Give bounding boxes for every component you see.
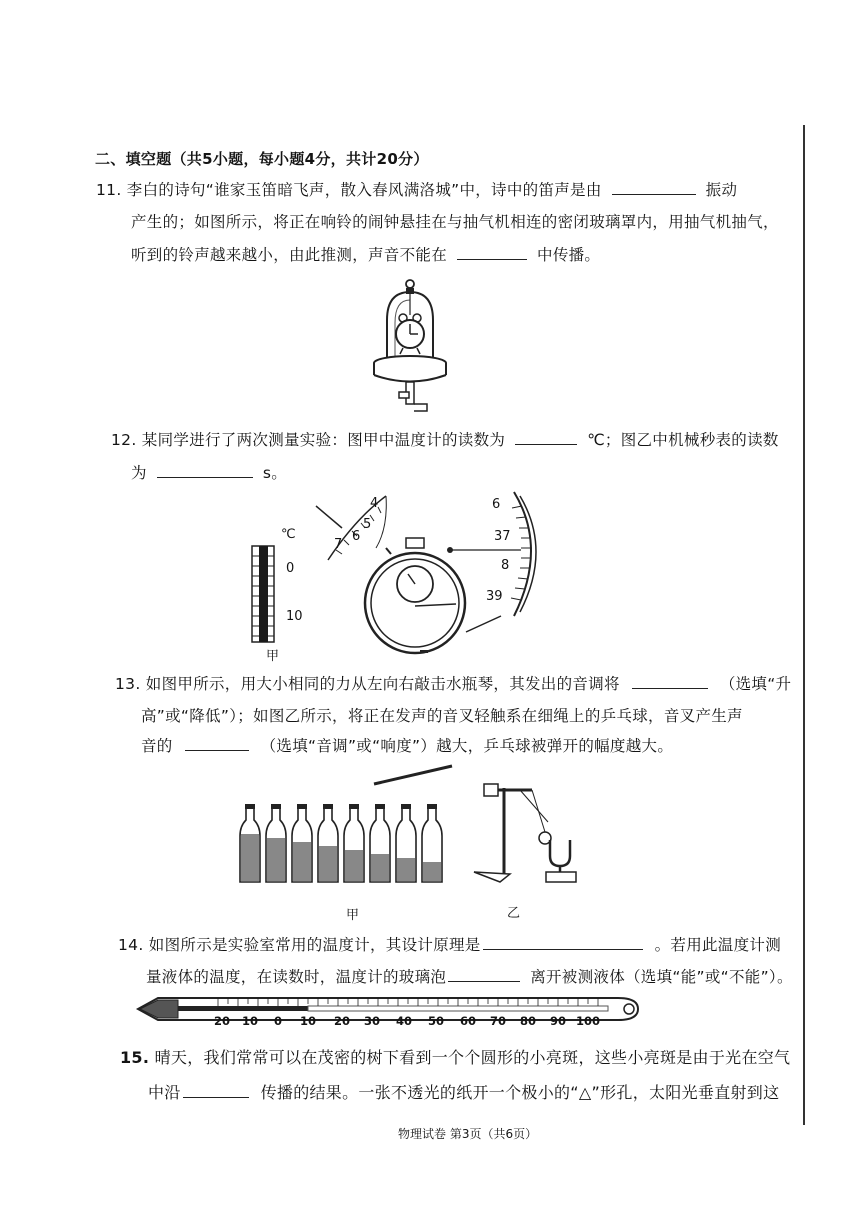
q13-number: 13. xyxy=(115,675,141,693)
minute-tick-6: 6 xyxy=(352,529,361,544)
q13-line-1: 13. 如图甲所示，用大小相同的力从左向右敲击水瓶琴，其发出的音调将 （选填“升 xyxy=(115,675,792,693)
minute-tick-4: 4 xyxy=(370,496,379,511)
bell-jar-figure xyxy=(365,278,475,423)
q13-blank-1[interactable] xyxy=(632,674,708,689)
minute-tick-5: 5 xyxy=(363,517,372,532)
thermometer-unit: ℃ xyxy=(281,527,296,542)
q11-line-3: 听到的铃声越来越小，由此推测，声音不能在 中传播。 xyxy=(131,246,601,264)
q14-blank-1[interactable] xyxy=(483,935,643,950)
section-title: 二、填空题（共5小题，每小题4分，共计20分） xyxy=(95,150,429,168)
page-footer: 物理试卷 第3页（共6页） xyxy=(398,1127,538,1141)
q12-blank-2[interactable] xyxy=(157,463,253,478)
stopwatch-figure xyxy=(316,488,546,658)
tuning-fork-figure xyxy=(470,778,590,890)
q11-line-2: 产生的；如图所示，将正在响铃的闹钟悬挂在与抽气机相连的密闭玻璃罩内，用抽气机抽气， xyxy=(131,213,779,231)
second-tick-6: 6 xyxy=(492,497,501,512)
q14-blank-2[interactable] xyxy=(448,967,520,982)
q13-line-3: 音的 （选填“音调”或“响度”）越大，乒乓球被弹开的幅度越大。 xyxy=(141,737,674,755)
second-tick-39: 39 xyxy=(486,589,503,604)
bottles-label: 甲 xyxy=(346,908,360,923)
q12-blank-1[interactable] xyxy=(515,430,577,445)
q14-line-2: 量液体的温度，在读数时，温度计的玻璃泡 离开被测液体（选填“能”或“不能”）。 xyxy=(146,968,793,986)
page-edge-line xyxy=(803,125,805,1125)
water-bottles-figure xyxy=(238,764,454,888)
second-tick-37: 37 xyxy=(494,529,511,544)
q15-number: 15. xyxy=(120,1048,150,1067)
q11-line-1: 11. 李白的诗句“谁家玉笛暗飞声，散入春风满洛城”中，诗中的笛声是由 振动 xyxy=(96,181,738,199)
thermometer-tick-10: 10 xyxy=(286,609,303,624)
thermometer-tick-0: 0 xyxy=(286,561,295,576)
second-tick-8: 8 xyxy=(501,558,510,573)
q13-line-2: 高”或“降低”）；如图乙所示，将正在发声的音叉轻触系在细绳上的乒乓球，音叉产生声 xyxy=(141,707,743,725)
q11-blank-1[interactable] xyxy=(612,180,696,195)
tuning-fork-label: 乙 xyxy=(507,906,521,921)
q15-line-2: 中沿 传播的结果。一张不透光的纸开一个极小的“△”形孔，太阳光垂直射到这 xyxy=(148,1083,780,1102)
q12-line-1: 12. 某同学进行了两次测量实验：图甲中温度计的读数为 ℃；图乙中机械秒表的读数 xyxy=(111,431,779,449)
q14-number: 14. xyxy=(118,936,144,954)
q11-blank-2[interactable] xyxy=(457,245,527,260)
minute-tick-7: 7 xyxy=(334,537,343,552)
lab-thermometer-scale: 20 10 0 10 20 30 40 50 60 70 80 90 100 xyxy=(214,1014,601,1028)
q13-blank-2[interactable] xyxy=(185,736,249,751)
q12-number: 12. xyxy=(111,431,137,449)
q15-blank-1[interactable] xyxy=(183,1083,249,1098)
q12-line-2: 为 s。 xyxy=(131,464,287,482)
q11-number: 11. xyxy=(96,181,122,199)
thermometer-figure xyxy=(246,524,316,652)
thermometer-label: 甲 xyxy=(266,649,280,664)
q14-line-1: 14. 如图所示是实验室常用的温度计，其设计原理是 。若用此温度计测 xyxy=(118,936,782,954)
q15-line-1: 15. 晴天，我们常常可以在茂密的树下看到一个个圆形的小亮斑，这些小亮斑是由于光在空气 xyxy=(120,1048,791,1067)
